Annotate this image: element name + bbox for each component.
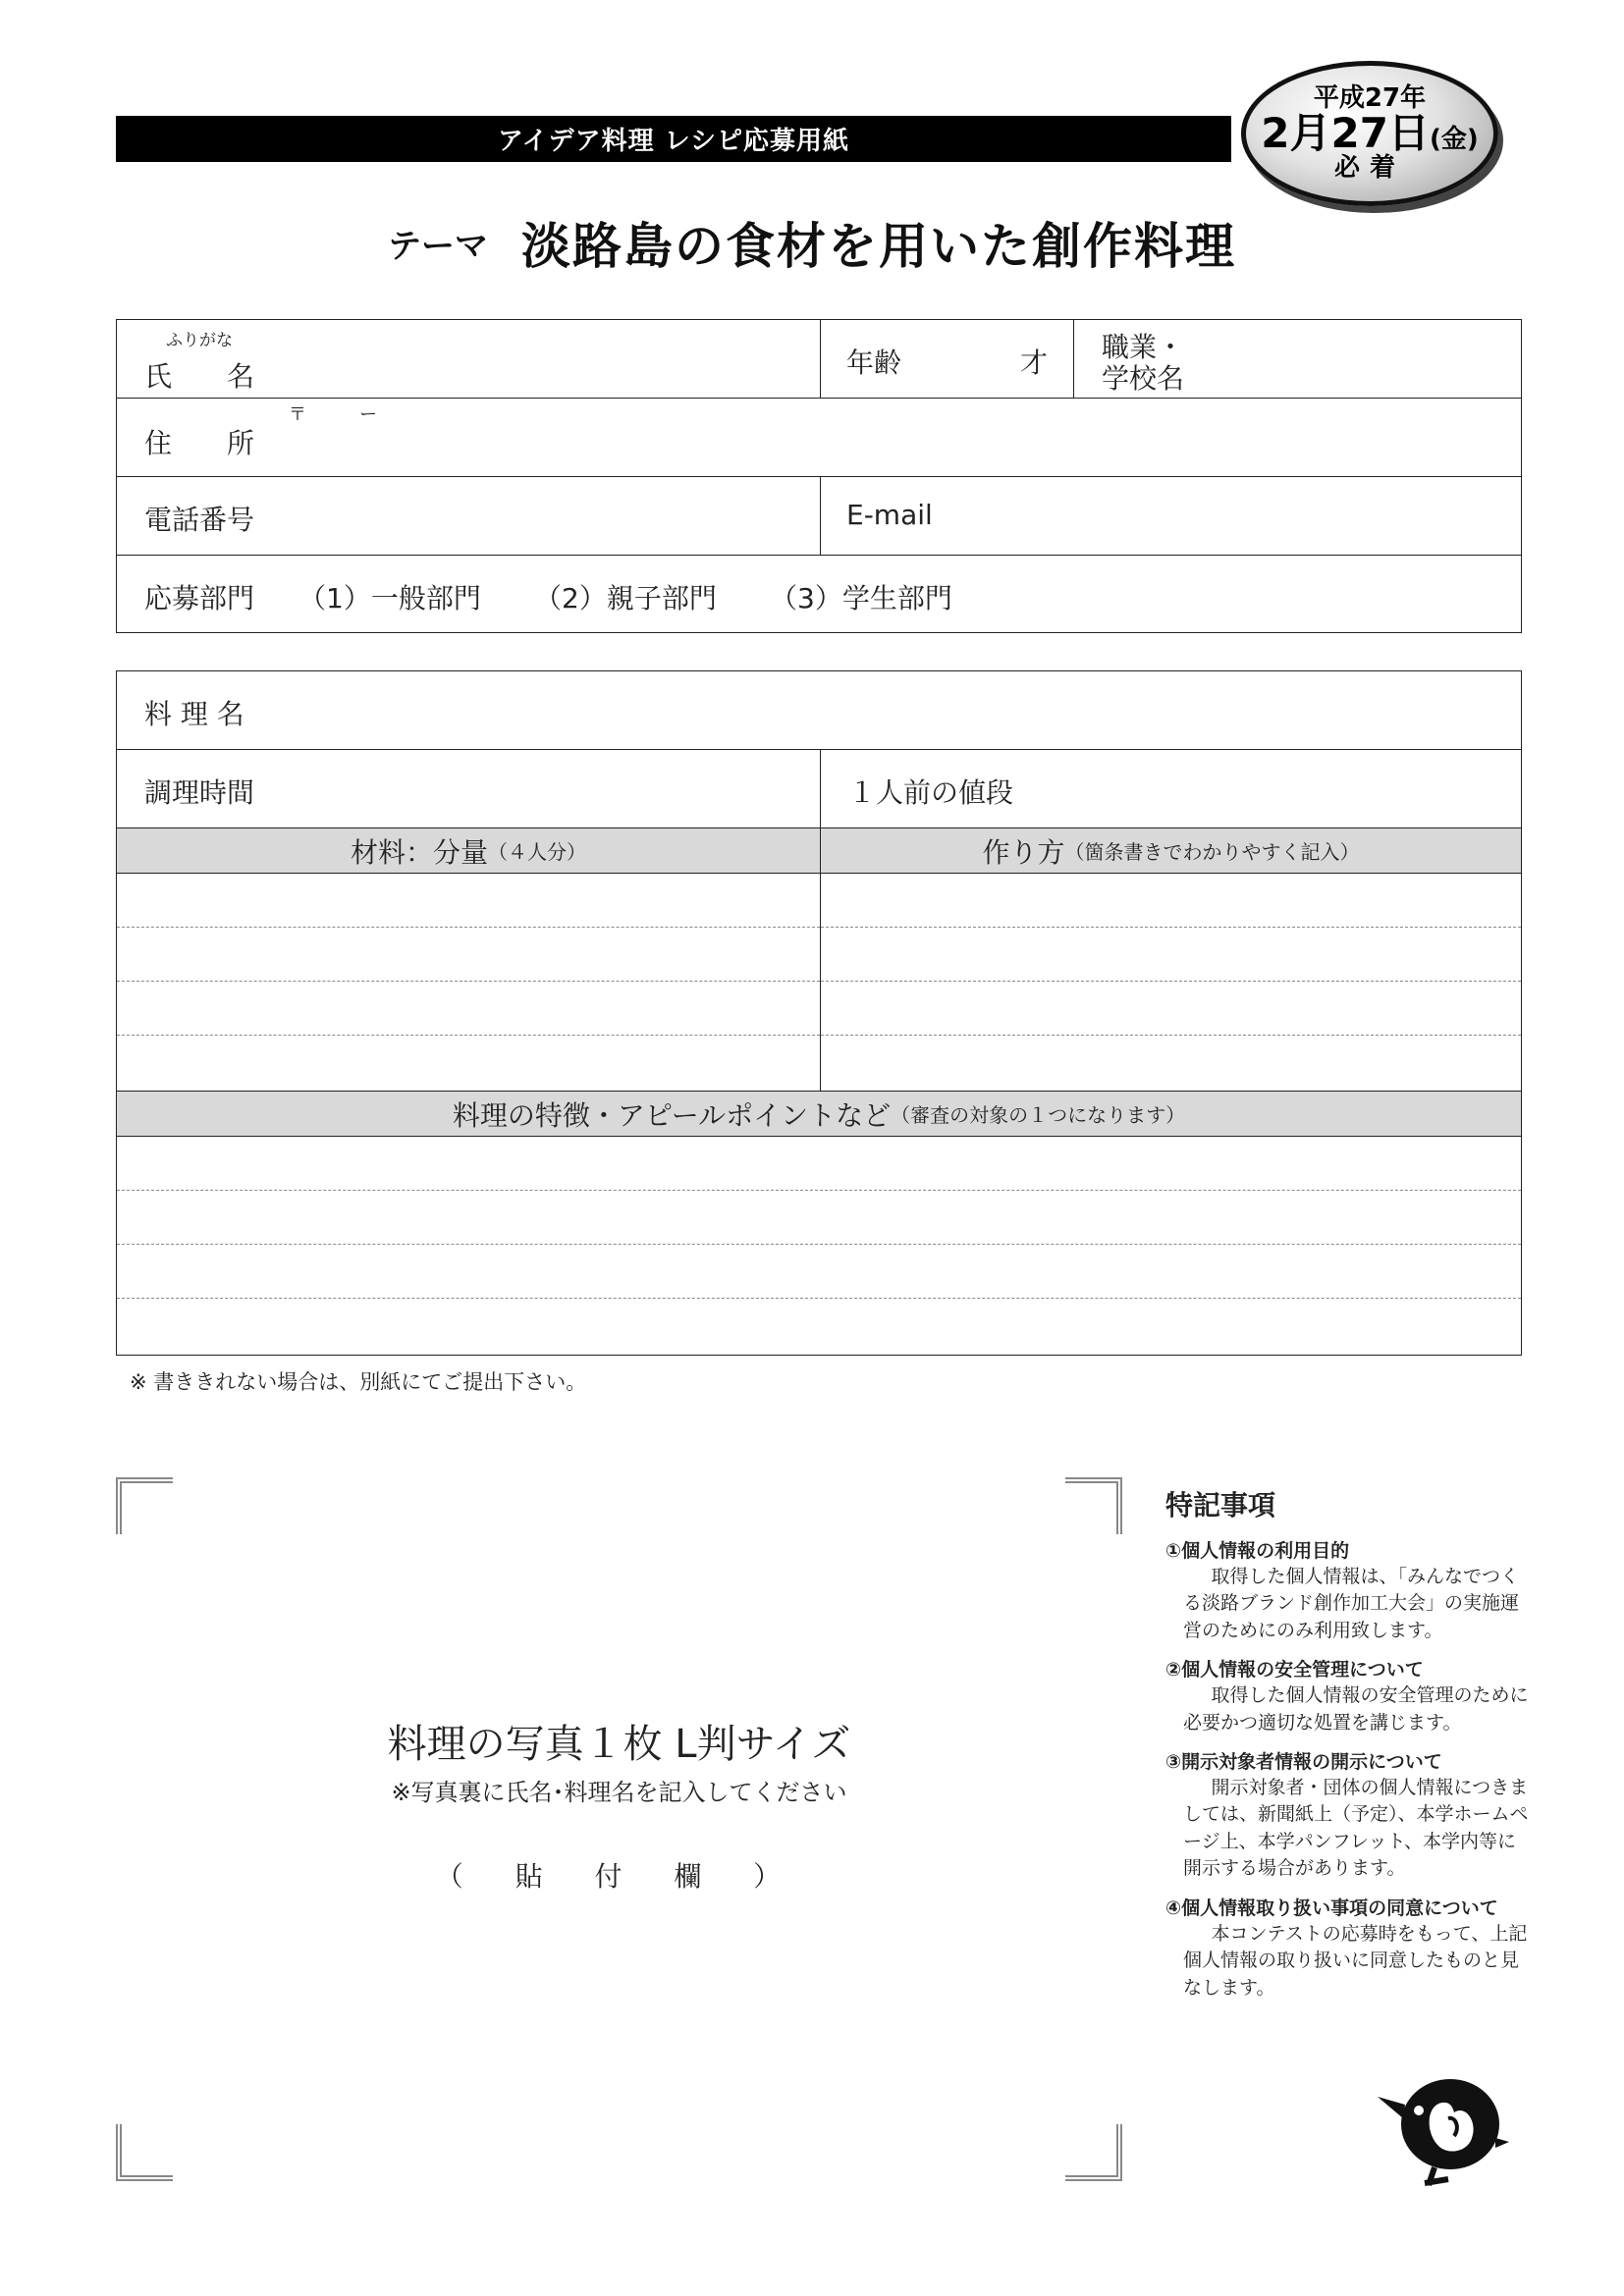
writing-line — [821, 874, 1521, 928]
phone-field[interactable] — [117, 477, 820, 555]
cook-time-label: 調理時間 — [144, 776, 255, 809]
note-title: ④個人情報取り扱い事項の同意について — [1165, 1896, 1498, 1919]
name-field[interactable] — [117, 320, 820, 398]
age-field[interactable] — [820, 320, 1073, 398]
form-header-bar — [116, 116, 1231, 162]
writing-line — [117, 928, 820, 982]
form-title: アイデア料理 レシピ応募用紙 — [497, 127, 850, 156]
deadline-weekday: (金) — [1429, 124, 1479, 154]
writing-line — [821, 982, 1521, 1036]
age-label: 年齢 — [846, 347, 902, 379]
note-body: 開示対象者・団体の個人情報につきましては、新聞紙上（予定）、本学ホームページ上、本学パンフレット、本学内等に開示する場合があります。 — [1183, 1776, 1529, 1880]
note-item — [1165, 1539, 1529, 1644]
name-row — [117, 320, 1521, 399]
contact-row — [117, 477, 1521, 556]
price-label: １人前の値段 — [848, 776, 1014, 809]
notes-section — [1165, 1484, 1529, 2015]
note-title: ①個人情報の利用目的 — [1165, 1540, 1350, 1562]
deadline-arrival: 必着 — [1333, 153, 1405, 184]
photo-corner-top-left — [116, 1477, 173, 1534]
method-header: 作り方 （箇条書きでわかりやすく記入） — [820, 828, 1521, 873]
note-body: 取得した個人情報の安全管理のために必要かつ適切な処置を講じます。 — [1183, 1684, 1529, 1734]
photo-paste-slot[interactable]: （ 貼 付 欄 ） — [435, 1860, 803, 1893]
email-label: E-mail — [846, 499, 933, 531]
writing-line — [821, 928, 1521, 982]
writing-line — [821, 1036, 1521, 1090]
writing-line — [117, 1299, 1521, 1353]
method-lines[interactable] — [820, 874, 1521, 1091]
theme-label: テーマ — [388, 226, 488, 266]
ingredients-header: 材料：分量 （４人分） — [117, 828, 820, 873]
photo-corner-bottom-right — [1065, 2124, 1122, 2181]
name-label: 氏 名 — [144, 360, 255, 393]
note-title: ③開示対象者情報の開示について — [1165, 1751, 1442, 1774]
photo-title: 料理の写真１枚 L判サイズ — [387, 1722, 851, 1767]
writing-line — [117, 982, 820, 1036]
note-item — [1165, 1896, 1529, 2002]
category-option-parent-child[interactable]: （2）親子部門 — [534, 582, 717, 614]
furigana-label: ふりがな — [166, 331, 233, 350]
note-item — [1165, 1658, 1529, 1736]
writing-line — [117, 1191, 1521, 1245]
appeal-header: 料理の特徴・アピールポイントなど （審査の対象の１つになります） — [117, 1092, 1521, 1137]
deadline-year: 平成27年 — [1313, 82, 1427, 113]
ingredients-method-body — [117, 874, 1521, 1092]
ingredients-lines[interactable] — [117, 874, 820, 1091]
note-body: 本コンテストの応募時をもって、上記個人情報の取り扱いに同意したものと見なします。 — [1183, 1922, 1528, 1999]
deadline-badge — [1241, 61, 1498, 206]
price-field[interactable] — [820, 750, 1521, 828]
overflow-note: ※ 書ききれない場合は、別紙にてご提出下さい。 — [130, 1370, 587, 1394]
writing-line — [117, 1036, 820, 1090]
email-field[interactable] — [820, 477, 1521, 555]
deadline-date: 2月27日 — [1261, 108, 1430, 157]
appeal-lines[interactable] — [117, 1137, 1521, 1355]
category-option-general[interactable]: （1）一般部門 — [298, 582, 481, 614]
ingredients-method-header-row — [117, 828, 1521, 874]
category-label: 応募部門 — [144, 582, 255, 614]
photo-corner-top-right — [1065, 1477, 1122, 1534]
address-row[interactable] — [117, 399, 1521, 477]
time-price-row — [117, 750, 1521, 828]
occupation-label-line2: 学校名 — [1102, 362, 1185, 395]
applicant-table — [116, 319, 1522, 633]
age-unit: 才 — [1019, 347, 1048, 379]
note-title: ②個人情報の安全管理について — [1165, 1659, 1424, 1682]
category-row — [117, 556, 1521, 632]
recipe-table — [116, 670, 1522, 1356]
photo-note: ※写真裏に氏名･料理名を記入してください — [391, 1779, 847, 1806]
phone-label: 電話番号 — [144, 504, 255, 536]
notes-heading: 特記事項 — [1165, 1489, 1276, 1522]
writing-line — [117, 1137, 1521, 1191]
category-option-student[interactable]: （3）学生部門 — [770, 582, 952, 614]
address-label: 住 所 — [144, 427, 255, 459]
occupation-field[interactable] — [1073, 320, 1521, 398]
note-item — [1165, 1750, 1529, 1883]
occupation-label-line1: 職業・ — [1102, 331, 1185, 363]
postal-mark: 〒 ー — [289, 404, 377, 425]
bird-mascot-icon — [1370, 2069, 1527, 2191]
dish-name-row[interactable] — [117, 671, 1521, 750]
writing-line — [117, 1245, 1521, 1299]
dish-name-label: 料 理 名 — [144, 698, 244, 730]
cook-time-field[interactable] — [117, 750, 820, 828]
writing-line — [117, 874, 820, 928]
note-body: 取得した個人情報は、「みんなでつくる淡路ブランド創作加工大会」の実施運営のためにのみ利用致します。 — [1183, 1565, 1520, 1641]
photo-corner-bottom-left — [116, 2124, 173, 2181]
theme-title: 淡路島の食材を用いた創作料理 — [521, 218, 1236, 275]
theme-line — [0, 208, 1624, 277]
